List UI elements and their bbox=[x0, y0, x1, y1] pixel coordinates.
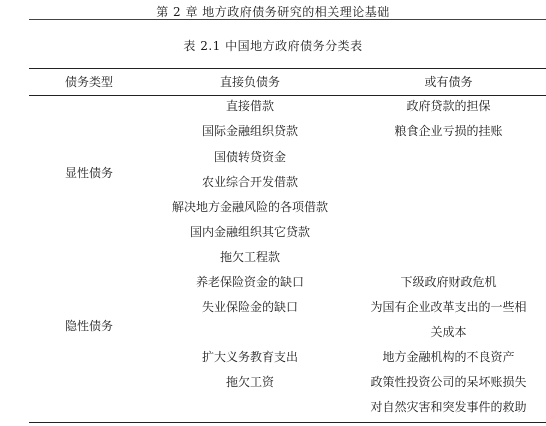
header-rule bbox=[29, 19, 546, 20]
column-header-direct-debt: 直接负债务 bbox=[219, 75, 280, 89]
contingent-debt-item: 粮食企业亏损的挂账 bbox=[394, 124, 503, 138]
table-top-rule bbox=[29, 68, 546, 69]
category-explicit-debt: 显性债务 bbox=[64, 166, 113, 180]
contingent-debt-item: 对自然灾害和突发事件的救助 bbox=[370, 400, 527, 414]
column-header-debt-type: 债务类型 bbox=[64, 75, 113, 89]
direct-debt-item: 农业综合开发借款 bbox=[201, 175, 298, 189]
contingent-debt-item: 为国有企业改革支出的一些相 bbox=[370, 300, 527, 314]
running-header: 第 2 章 地方政府债务研究的相关理论基础 bbox=[156, 5, 390, 19]
category-implicit-debt: 隐性债务 bbox=[64, 319, 113, 333]
column-header-contingent-debt: 或有债务 bbox=[424, 75, 473, 89]
table-bottom-rule bbox=[29, 422, 546, 423]
contingent-debt-item: 政府贷款的担保 bbox=[406, 99, 491, 113]
contingent-debt-item: 地方金融机构的不良资产 bbox=[382, 350, 515, 364]
direct-debt-item: 直接借款 bbox=[225, 99, 274, 113]
contingent-debt-item: 关成本 bbox=[430, 325, 467, 339]
direct-debt-item: 国际金融组织贷款 bbox=[201, 124, 298, 138]
direct-debt-item: 养老保险资金的缺口 bbox=[195, 275, 304, 289]
direct-debt-item: 解决地方金融风险的各项借款 bbox=[171, 200, 328, 214]
direct-debt-item: 扩大义务教育支出 bbox=[201, 350, 298, 364]
direct-debt-item: 国债转贷资金 bbox=[213, 150, 286, 164]
contingent-debt-item: 下级政府财政危机 bbox=[400, 275, 497, 289]
table-caption: 表 2.1 中国地方政府债务分类表 bbox=[183, 39, 363, 53]
direct-debt-item: 失业保险金的缺口 bbox=[201, 300, 298, 314]
direct-debt-item: 国内金融组织其它贷款 bbox=[189, 225, 310, 239]
direct-debt-item: 拖欠工程款 bbox=[219, 250, 280, 264]
table-header-rule bbox=[29, 95, 546, 96]
contingent-debt-item: 政策性投资公司的呆坏账损失 bbox=[370, 375, 527, 389]
direct-debt-item: 拖欠工资 bbox=[225, 375, 274, 389]
